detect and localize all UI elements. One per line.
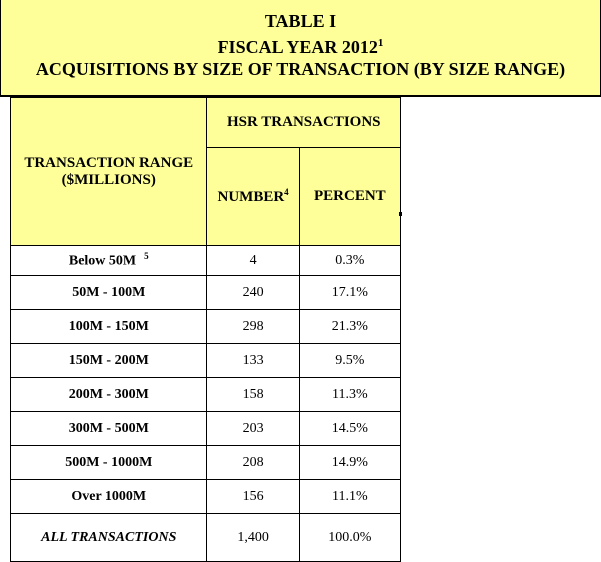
range-cell xyxy=(11,310,207,344)
table-row xyxy=(11,246,401,276)
total-percent: 100.0% xyxy=(299,514,400,562)
number-header xyxy=(207,148,299,246)
number-cell: 298 xyxy=(207,310,299,344)
number-cell: 156 xyxy=(207,480,299,514)
range-cell xyxy=(11,276,207,310)
range-header-line2: ($MILLIONS) xyxy=(61,171,156,188)
range-cell xyxy=(11,246,207,276)
percent-cell: 14.9% xyxy=(299,446,400,480)
percent-cell: 9.5% xyxy=(299,344,400,378)
percent-cell: 11.1% xyxy=(299,480,400,514)
number-header-text: NUMBER xyxy=(217,189,285,206)
number-cell: 158 xyxy=(207,378,299,412)
total-number: 1,400 xyxy=(207,514,299,562)
range-text: 300M - 500M xyxy=(68,420,149,436)
number-cell: 133 xyxy=(207,344,299,378)
percent-cell: 21.3% xyxy=(299,310,400,344)
table-row xyxy=(11,276,401,310)
table-row xyxy=(11,378,401,412)
range-text: 150M - 200M xyxy=(68,352,149,368)
total-row xyxy=(11,514,401,562)
range-cell xyxy=(11,344,207,378)
percent-cell: 17.1% xyxy=(299,276,400,310)
number-cell: 240 xyxy=(207,276,299,310)
table-row xyxy=(11,310,401,344)
percent-cell: 14.5% xyxy=(299,412,400,446)
percent-cell: 0.3% xyxy=(299,246,400,276)
range-text: 500M - 1000M xyxy=(65,454,153,470)
number-cell: 203 xyxy=(207,412,299,446)
footnote-5-marker: 5 xyxy=(144,251,149,262)
table-title-block xyxy=(0,0,601,97)
border-tick xyxy=(399,212,402,216)
range-text: 50M - 100M xyxy=(72,284,146,300)
table-row xyxy=(11,412,401,446)
table-row xyxy=(11,480,401,514)
footnote-4-marker: 4 xyxy=(284,187,289,198)
range-header xyxy=(11,98,207,246)
range-cell xyxy=(11,378,207,412)
percent-cell: 11.3% xyxy=(299,378,400,412)
range-cell xyxy=(11,446,207,480)
range-cell xyxy=(11,412,207,446)
total-label: ALL TRANSACTIONS xyxy=(11,514,207,562)
footnote-1-marker: 1 xyxy=(377,37,384,49)
acquisitions-table xyxy=(10,97,401,562)
range-text: Below 50M xyxy=(68,253,137,269)
table-subtitle: ACQUISITIONS BY SIZE OF TRANSACTION (BY SIZE RANGE) xyxy=(35,59,566,79)
table-row xyxy=(11,446,401,480)
fiscal-year-title xyxy=(1,32,600,58)
range-text: 200M - 300M xyxy=(68,386,149,402)
hsr-transactions-header: HSR TRANSACTIONS xyxy=(207,98,401,148)
fiscal-year-text: FISCAL YEAR 2012 xyxy=(217,37,378,57)
percent-header: PERCENT xyxy=(299,148,400,246)
range-text: Over 1000M xyxy=(71,488,147,504)
table-number: TABLE I xyxy=(264,11,337,31)
number-cell: 4 xyxy=(207,246,299,276)
range-text: 100M - 150M xyxy=(68,318,149,334)
number-cell: 208 xyxy=(207,446,299,480)
range-header-line1: TRANSACTION RANGE xyxy=(24,154,194,171)
range-cell xyxy=(11,480,207,514)
table-row xyxy=(11,344,401,378)
